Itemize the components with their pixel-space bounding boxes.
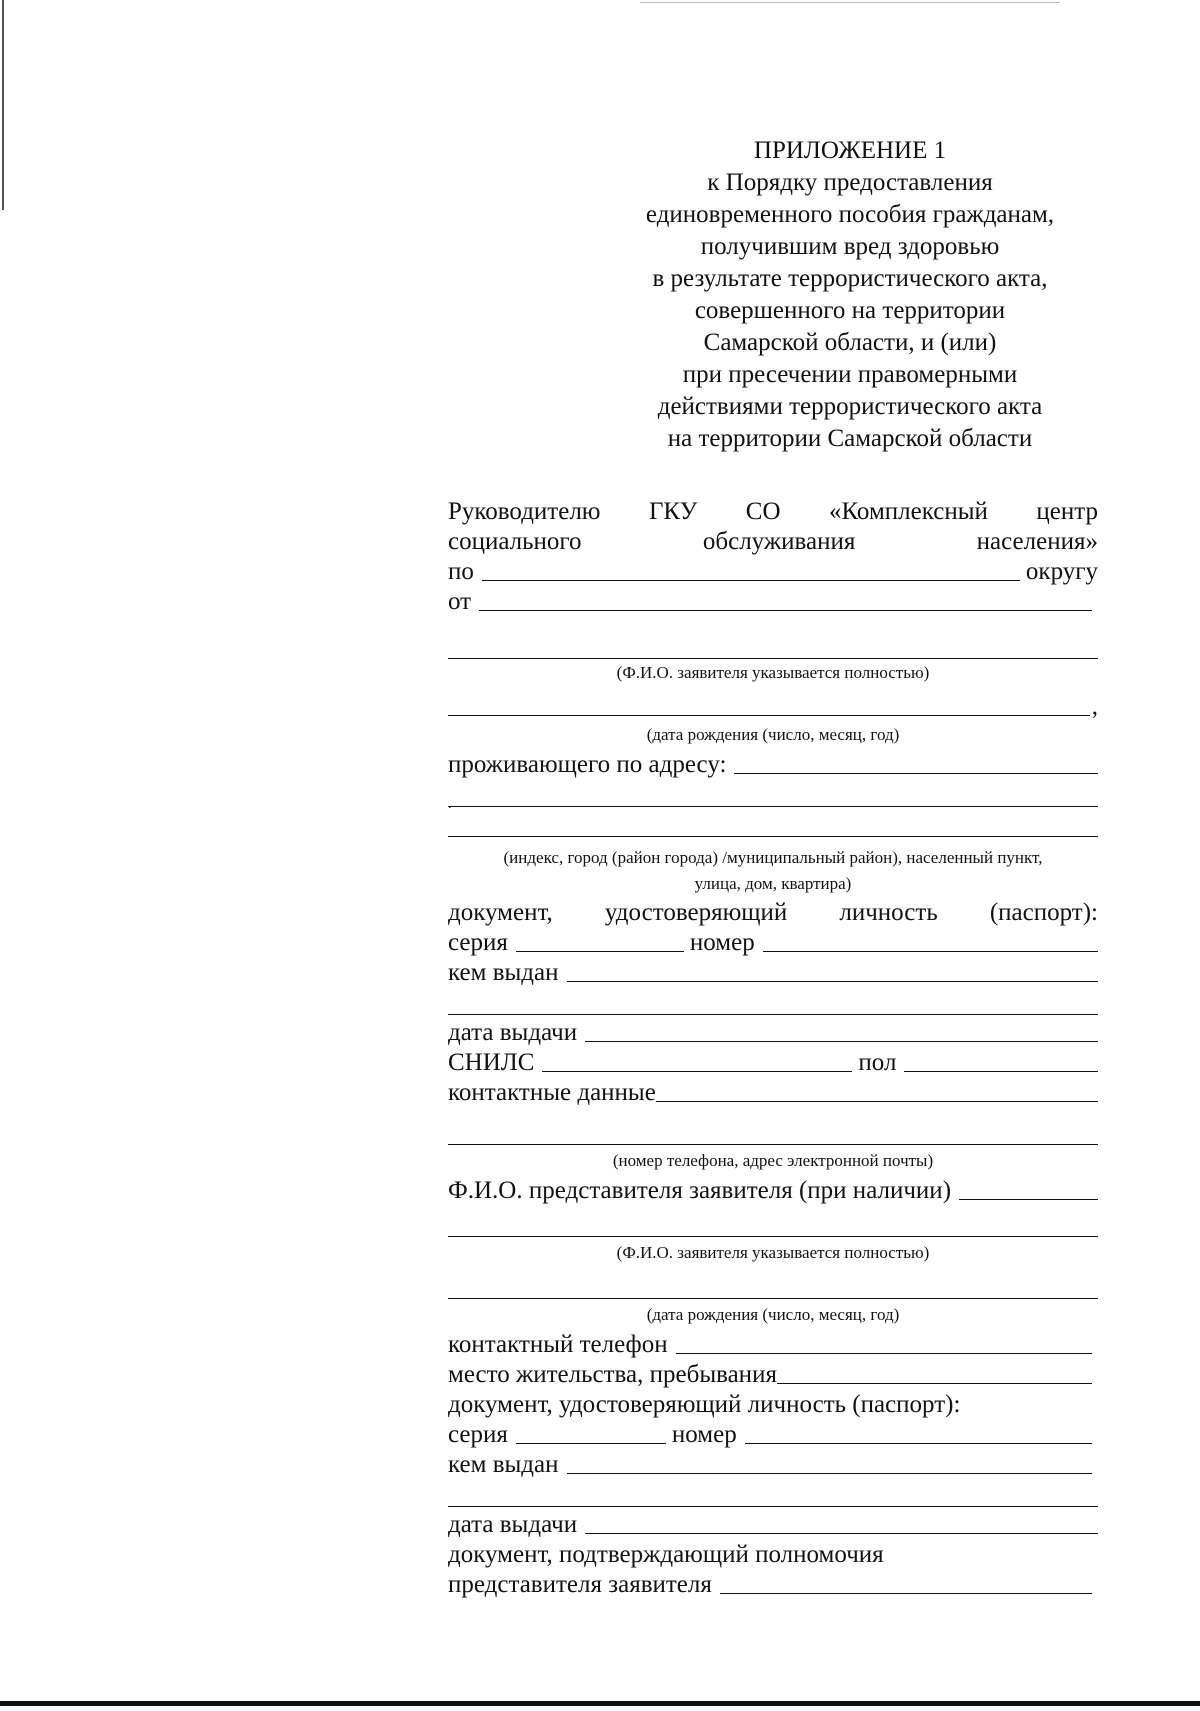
rep-fio-field[interactable] bbox=[959, 1199, 1098, 1200]
rep-issue-date-row bbox=[448, 1509, 1098, 1539]
doc-word: (паспорт): bbox=[989, 899, 1098, 926]
from-label: от bbox=[448, 588, 472, 615]
comma-mark: , bbox=[1091, 693, 1098, 720]
rep-residence-row bbox=[448, 1359, 1098, 1389]
address-field-3[interactable] bbox=[448, 836, 1098, 837]
issued-by-label: кем выдан bbox=[448, 959, 559, 986]
series-field[interactable] bbox=[516, 951, 684, 952]
district-field[interactable] bbox=[482, 580, 1020, 581]
number-label: номер bbox=[689, 929, 755, 956]
appendix-line: на территории Самарской области bbox=[667, 425, 1033, 452]
rep-residence-field[interactable] bbox=[777, 1383, 1092, 1384]
rep-series-label: серия bbox=[448, 1421, 508, 1448]
addressee-word: обслуживания bbox=[702, 528, 856, 555]
stray-dot: . bbox=[448, 797, 452, 812]
snils-field[interactable] bbox=[542, 1071, 852, 1072]
scan-bottom-border bbox=[0, 1701, 1200, 1706]
contacts-field[interactable] bbox=[656, 1101, 1098, 1102]
doc-word: документ, bbox=[448, 899, 553, 926]
appendix-line: действиями террористического акта bbox=[657, 393, 1043, 420]
appendix-header bbox=[600, 135, 1100, 455]
rep-birth-caption: (дата рождения (число, месяц, год) bbox=[646, 1305, 900, 1324]
application-form bbox=[448, 496, 1098, 1599]
rep-fio-field-2[interactable] bbox=[448, 1236, 1098, 1237]
number-field[interactable] bbox=[763, 951, 1098, 952]
rep-issued-by-label: кем выдан bbox=[448, 1451, 559, 1478]
rep-issued-by-field[interactable] bbox=[567, 1473, 1093, 1474]
appendix-line: в результате террористического акта, bbox=[652, 265, 1048, 292]
rep-issue-date-field[interactable] bbox=[585, 1533, 1098, 1534]
rep-issued-by-field-2[interactable] bbox=[448, 1506, 1098, 1507]
appendix-line: получившим вред здоровью bbox=[700, 233, 1000, 260]
rep-series-field[interactable] bbox=[516, 1443, 666, 1444]
appendix-line: совершенного на территории bbox=[694, 297, 1006, 324]
appendix-line: единовременного пособия гражданам, bbox=[645, 201, 1055, 228]
rep-number-label: номер bbox=[671, 1421, 737, 1448]
rep-fio-row bbox=[448, 1175, 1098, 1205]
sex-label: пол bbox=[858, 1049, 897, 1076]
rep-authority-row-1 bbox=[448, 1539, 1098, 1569]
contacts-row bbox=[448, 1077, 1098, 1107]
appendix-line: при пресечении правомерными bbox=[682, 361, 1018, 388]
from-field[interactable] bbox=[479, 610, 1092, 611]
appendix-title: ПРИЛОЖЕНИЕ 1 bbox=[753, 137, 947, 164]
sex-field[interactable] bbox=[904, 1071, 1098, 1072]
doc-word: личность bbox=[839, 899, 938, 926]
applicant-doc-row bbox=[448, 897, 1098, 927]
rep-fio-caption: (Ф.И.О. заявителя указывается полностью) bbox=[616, 1243, 930, 1262]
rep-authority-label-2: представителя заявителя bbox=[448, 1571, 712, 1598]
district-suffix: округу bbox=[1025, 558, 1098, 585]
snils-label: СНИЛС bbox=[448, 1049, 535, 1076]
applicant-fio-caption: (Ф.И.О. заявителя указывается полностью) bbox=[616, 663, 930, 682]
addressee-line-1 bbox=[448, 496, 1098, 526]
rep-fio-label: Ф.И.О. представителя заявителя (при наличии) bbox=[448, 1177, 952, 1204]
addressee-word: Руководителю bbox=[448, 498, 601, 525]
rep-residence-label: место жительства, пребывания bbox=[448, 1361, 777, 1388]
applicant-issue-date-row bbox=[448, 1017, 1098, 1047]
addressee-word: населения» bbox=[976, 528, 1098, 555]
address-field[interactable] bbox=[734, 773, 1098, 774]
rep-issue-date-label: дата выдачи bbox=[448, 1511, 578, 1538]
rep-authority-row-2 bbox=[448, 1569, 1098, 1599]
rep-authority-label-1: документ, подтверждающий полномочия bbox=[448, 1541, 884, 1568]
addressee-word: центр bbox=[1036, 498, 1098, 525]
address-row bbox=[448, 749, 1098, 779]
snils-row bbox=[448, 1047, 1098, 1077]
issue-date-field[interactable] bbox=[585, 1041, 1098, 1042]
addressee-word: «Комплексный bbox=[828, 498, 988, 525]
district-row bbox=[448, 556, 1098, 586]
applicant-passport-row bbox=[448, 927, 1098, 957]
addressee-word: ГКУ bbox=[648, 498, 698, 525]
series-label: серия bbox=[448, 929, 508, 956]
rep-phone-label: контактный телефон bbox=[448, 1331, 668, 1358]
addressee-word: СО bbox=[745, 498, 781, 525]
rep-phone-row bbox=[448, 1329, 1098, 1359]
rep-doc-row bbox=[448, 1389, 1098, 1419]
applicant-issued-row bbox=[448, 957, 1098, 987]
scan-left-border bbox=[2, 0, 4, 210]
addressee-line-2 bbox=[448, 526, 1098, 556]
rep-authority-field[interactable] bbox=[720, 1593, 1092, 1594]
contacts-label: контактные данные bbox=[448, 1079, 656, 1106]
appendix-line: к Порядку предоставления bbox=[707, 169, 993, 196]
scan-top-mark bbox=[640, 2, 1060, 3]
applicant-birth-field[interactable] bbox=[448, 715, 1090, 716]
address-field-2[interactable] bbox=[448, 806, 1098, 807]
contacts-caption: (номер телефона, адрес электронной почты) bbox=[612, 1151, 934, 1170]
district-prefix: по bbox=[448, 558, 474, 585]
applicant-birth-caption: (дата рождения (число, месяц, год) bbox=[646, 725, 900, 744]
rep-phone-field[interactable] bbox=[676, 1353, 1092, 1354]
address-caption-1: (индекс, город (район города) /муниципальный район), населенный пункт, bbox=[503, 848, 1043, 867]
contacts-field-2[interactable] bbox=[448, 1144, 1098, 1145]
doc-word: удостоверяющий bbox=[604, 899, 788, 926]
applicant-birth-row bbox=[448, 687, 1098, 721]
from-row bbox=[448, 586, 1098, 616]
addressee-word: социального bbox=[448, 528, 582, 555]
issue-date-label: дата выдачи bbox=[448, 1019, 578, 1046]
issued-by-field[interactable] bbox=[567, 981, 1099, 982]
rep-passport-row bbox=[448, 1419, 1098, 1449]
address-label: проживающего по адресу: bbox=[448, 751, 727, 778]
address-caption-2: улица, дом, квартира) bbox=[694, 874, 852, 893]
rep-birth-field[interactable] bbox=[448, 1298, 1098, 1299]
rep-number-field[interactable] bbox=[745, 1443, 1092, 1444]
appendix-line: Самарской области, и (или) bbox=[703, 329, 997, 356]
rep-issued-row bbox=[448, 1449, 1098, 1479]
rep-doc-label: документ, удостоверяющий личность (паспорт): bbox=[448, 1391, 961, 1418]
issued-by-field-2[interactable] bbox=[448, 1014, 1098, 1015]
